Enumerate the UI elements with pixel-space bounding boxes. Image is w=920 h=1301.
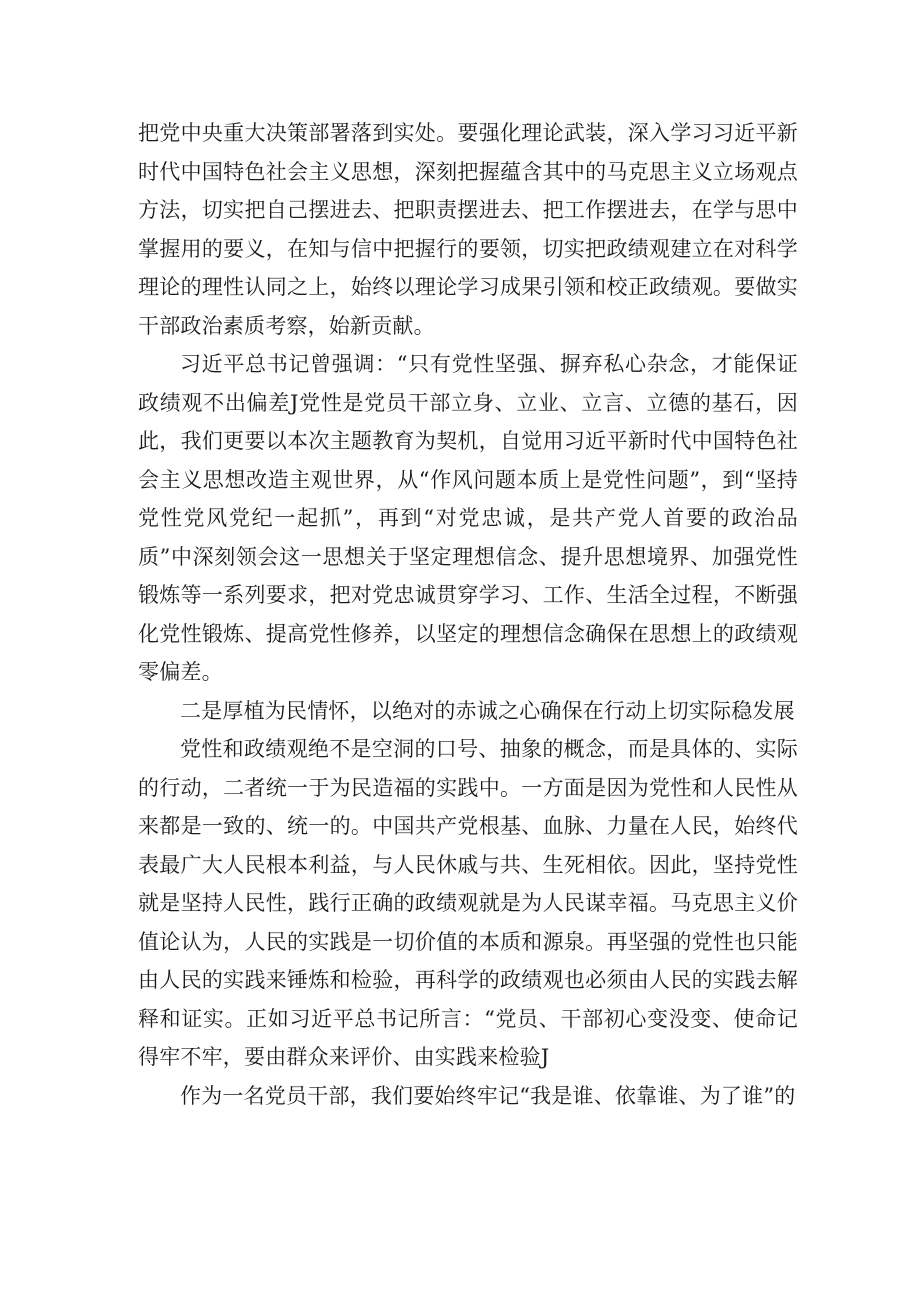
paragraph-1: 把党中央重大决策部署落到实处。要强化理论武装，深入学习习近平新时代中国特色社会主义思想，深刻把握蕴含其中的马克思主义立场观点方法，切实把自己摆进去、把职责摆进去、把工作摆进去，在学与思中掌握用的要义，在知与信中把握行的要领，切实把政绩观建立在对科学理论的理性认同之上，始终以理论学习成果引领和校正政绩观。要做实干部政治素质考察，始新贡献。 [138,121,798,338]
document-body [138,114,798,1115]
paragraph-4: 作为一名党员干部，我们要始终牢记“我是谁、依靠谁、为了谁”的 [180,1083,796,1108]
section-heading: 二是厚植为民情怀，以绝对的赤诚之心确保在行动上切实际稳发展 [180,698,795,723]
paragraph-3: 党性和政绩观绝不是空洞的口号、抽象的概念，而是具体的、实际的行动，二者统一于为民造福的实践中。一方面是因为党性和人民性从来都是一致的、统一的。中国共产党根基、血脉、力量在人民，始终代表最广大人民根本利益，与人民休戚与共、生死相依。因此，坚持党性就是坚持人民性，践行正确的政绩观就是为人民谋幸福。马克思主义价值论认为，人民的实践是一切价值的本质和源泉。再坚强的党性也只能由人民的实践来锤炼和检验，再科学的政绩观也必须由人民的实践去解释和证实。正如习近平总书记所言：“党员、干部初心变没变、使命记得牢不牢，要由群众来评价、由实践来检验J [138,737,798,1069]
paragraph-2: 习近平总书记曾强调：“只有党性坚强、摒弃私心杂念，才能保证政绩观不出偏差J党性是党员干部立身、立业、立言、立德的基石，因此，我们更要以本次主题教育为契机，自觉用习近平新时代中国特色社会主义思想改造主观世界，从“作风问题本质上是党性问题”，到“坚持党性党风党纪一起抓”，再到“对党忠诚，是共产党人首要的政治品质”中深刻领会这一思想关于坚定理想信念、提升思想境界、加强党性锻炼等一系列要求，把对党忠诚贯穿学习、工作、生活全过程，不断强化党性锻炼、提高党性修养，以坚定的理想信念确保在思想上的政绩观零偏差。 [138,352,798,684]
